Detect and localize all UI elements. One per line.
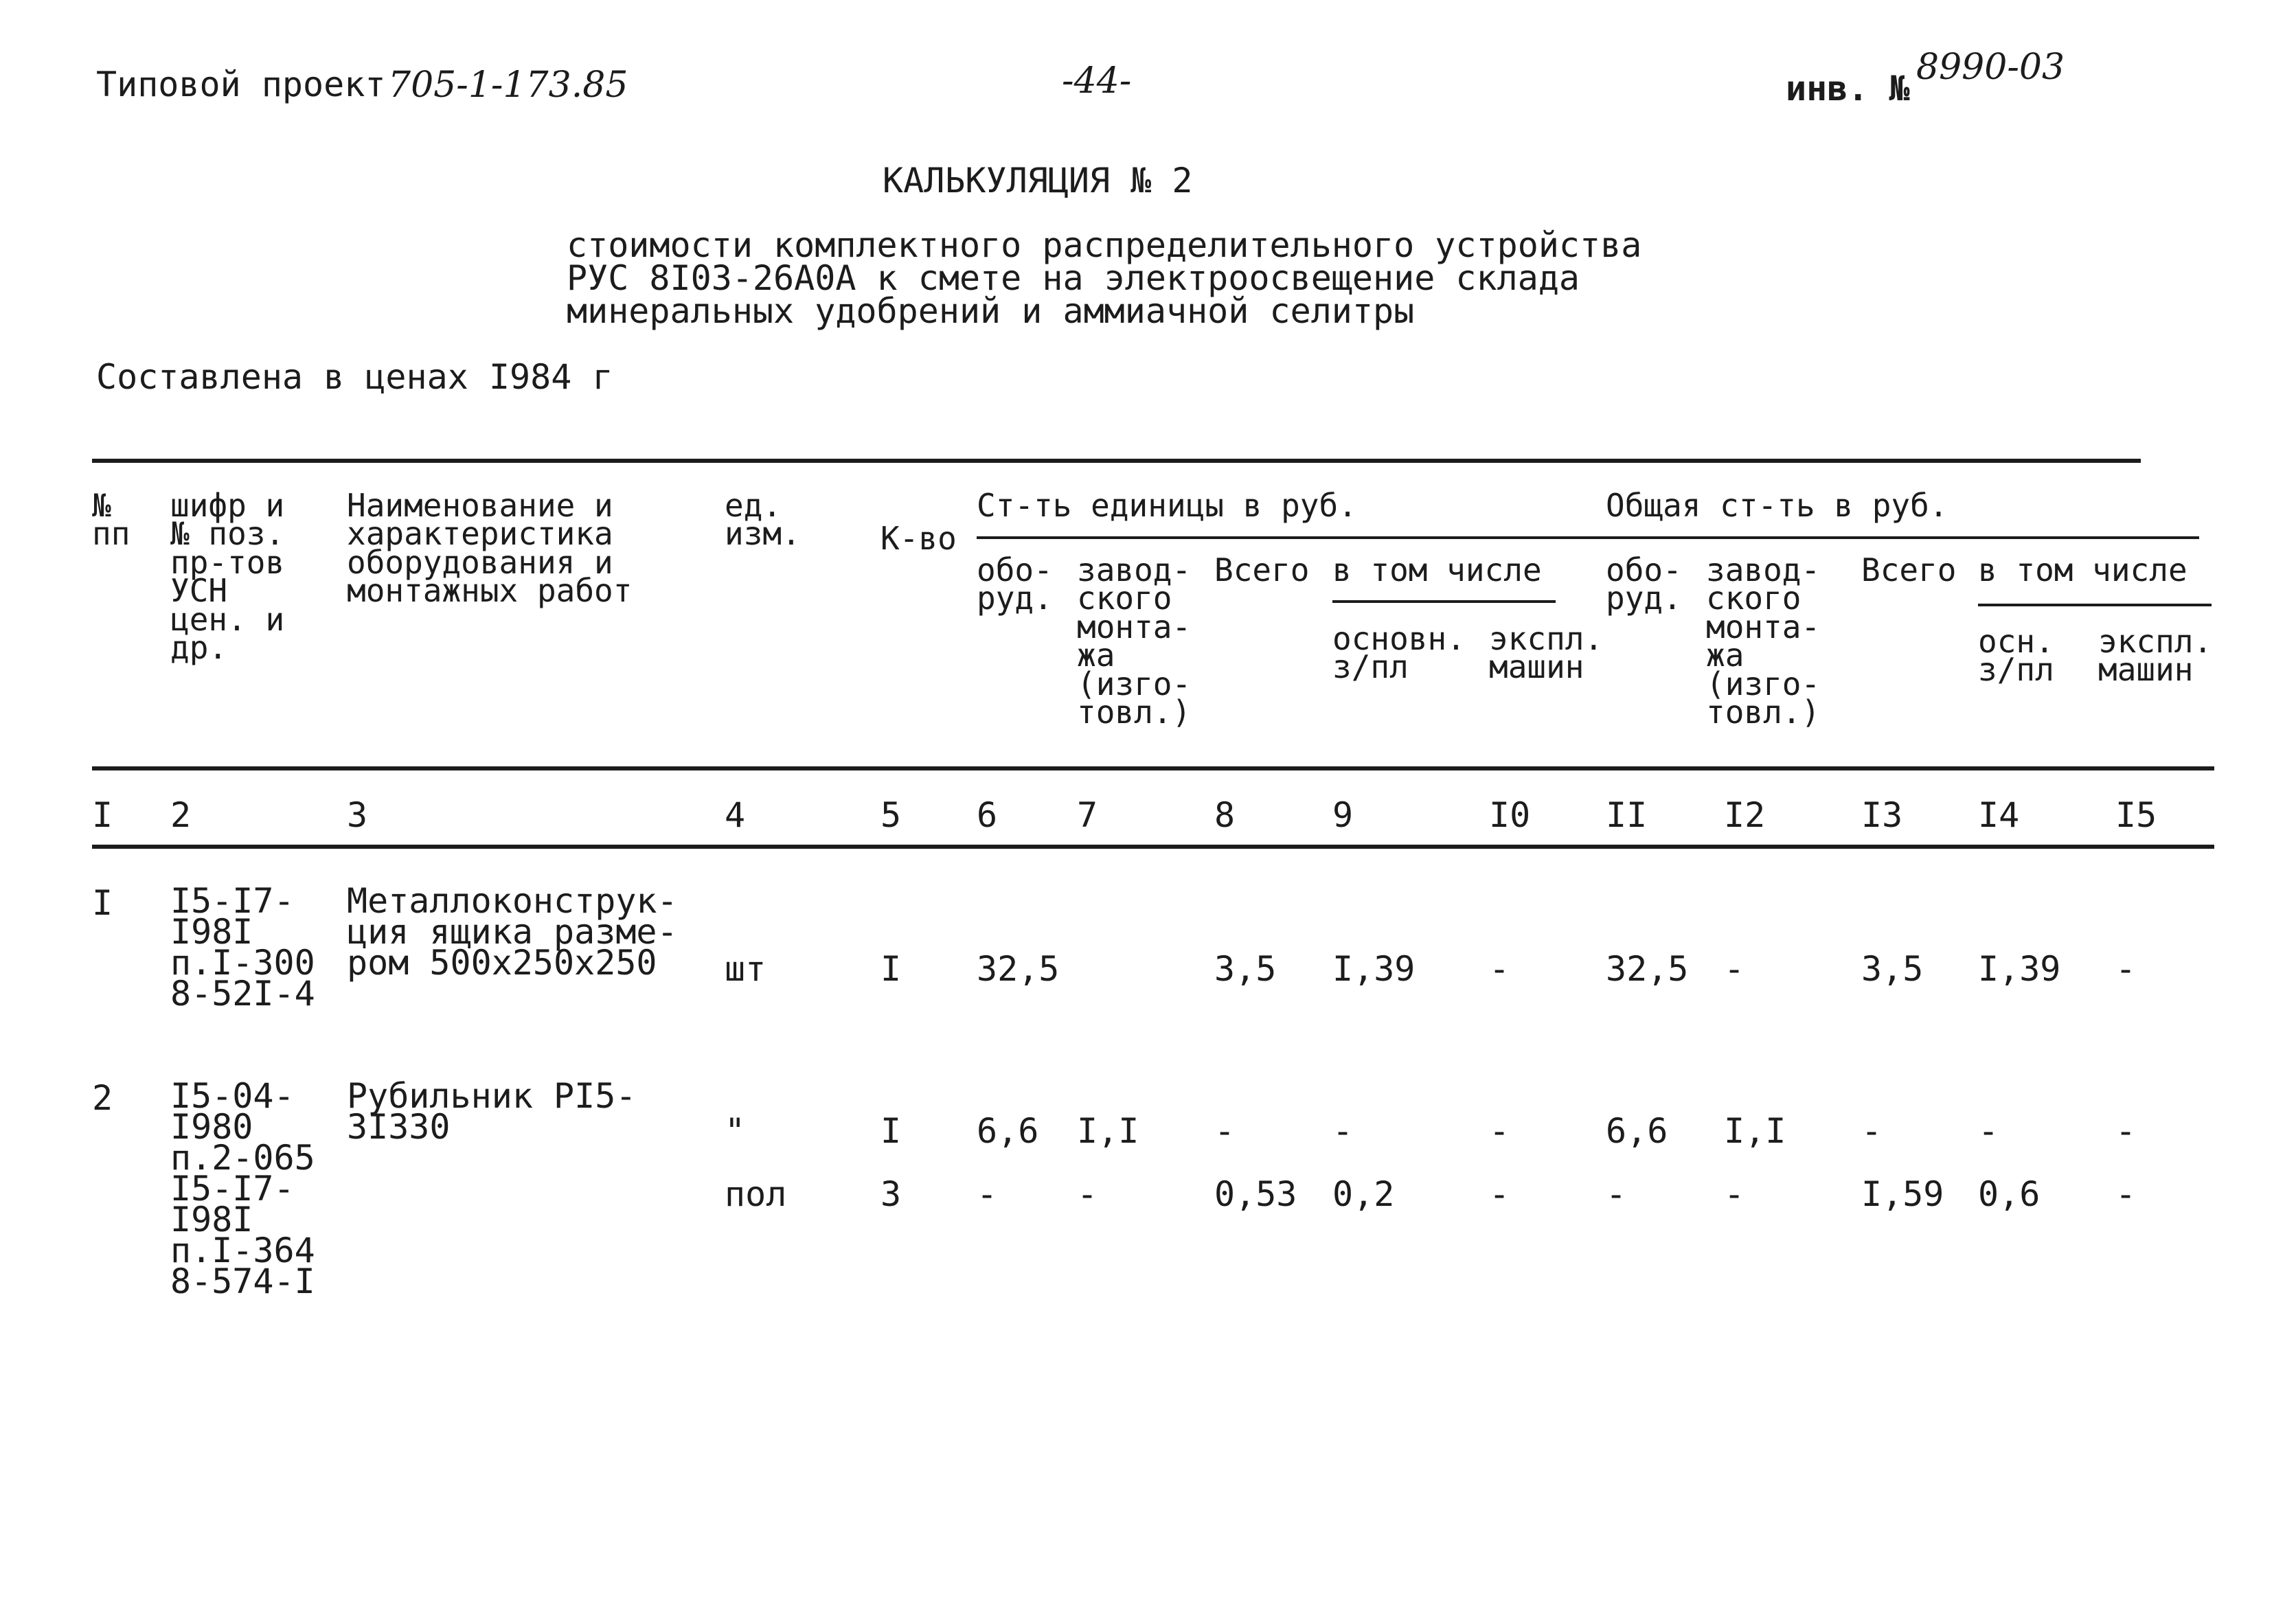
- header-total-base-wage: осн. з/пл: [1978, 623, 2054, 689]
- column-number: I3: [1861, 795, 1903, 835]
- unit-factory-cost: I,I: [1077, 1111, 1139, 1151]
- total-equipment-cost: 6,6: [1606, 1111, 1668, 1151]
- column-number: 2: [170, 795, 192, 835]
- header-total-including: в том числе: [1978, 551, 2187, 589]
- unit-equipment-cost: 32,5: [977, 949, 1060, 989]
- table-top-rule: [92, 459, 2141, 463]
- row-code: I5-04- I980 п.2-065 I5-I7- I98I п.I-364 8-574-I: [170, 1076, 315, 1301]
- column-number: I: [92, 795, 113, 835]
- unit-equipment-cost: 6,6: [977, 1111, 1039, 1151]
- row-number: I: [92, 883, 113, 923]
- total-factory-cost: I,I: [1724, 1111, 1786, 1151]
- column-number: II: [1606, 795, 1648, 835]
- total-machines: -: [2115, 949, 2137, 989]
- prices-note: Составлена в ценах I984 г: [96, 357, 613, 397]
- unit-cell: ": [725, 1111, 746, 1151]
- total-base-wage: 0,6: [1978, 1174, 2041, 1214]
- total-machines: -: [2115, 1174, 2137, 1214]
- total-base-wage: -: [1978, 1111, 1999, 1151]
- header-unit: ед. изм.: [725, 487, 801, 553]
- unit-machines: -: [1489, 1111, 1510, 1151]
- unit-machines: -: [1489, 949, 1510, 989]
- unit-base-wage: -: [1332, 1111, 1354, 1151]
- row-number: 2: [92, 1078, 113, 1118]
- total-equipment-cost: 32,5: [1606, 949, 1689, 989]
- unit-base-wage: I,39: [1332, 949, 1416, 989]
- column-numbers-rule: [92, 845, 2214, 849]
- column-number: 4: [725, 795, 746, 835]
- column-number: 7: [1077, 795, 1098, 835]
- unit-cell: шт: [725, 949, 766, 989]
- header-unit-equipment: обо- руд.: [977, 551, 1053, 617]
- total-factory-cost: -: [1724, 1174, 1745, 1214]
- row-name: Рубильник РI5- 3I330: [347, 1076, 637, 1147]
- column-number: 5: [880, 795, 902, 835]
- header-unit-total: Всего: [1214, 551, 1310, 589]
- unit-including-rule: [1332, 600, 1556, 603]
- inventory-label: инв. №: [1786, 69, 1910, 108]
- total-total: I,59: [1861, 1174, 1944, 1214]
- unit-factory-cost: -: [1077, 1174, 1098, 1214]
- header-code: шифр и № поз. пр-тов УСН цен. и др.: [170, 487, 285, 666]
- header-total-factory-assembly: завод- ского монта- жа (изго- товл.): [1706, 551, 1821, 731]
- header-name: Наименование и характеристика оборудования и монтажных работ: [347, 487, 633, 610]
- unit-total: 0,53: [1214, 1174, 1297, 1214]
- column-number: I0: [1489, 795, 1531, 835]
- quantity-cell: I: [880, 949, 902, 989]
- project-label: Типовой проект: [96, 65, 386, 104]
- unit-cell: пол: [725, 1174, 787, 1214]
- header-total-total: Всего: [1861, 551, 1957, 589]
- document-title: КАЛЬКУЛЯЦИЯ № 2: [883, 161, 1193, 201]
- column-number: 9: [1332, 795, 1354, 835]
- row-code: I5-I7- I98I п.I-300 8-52I-4: [170, 881, 315, 1014]
- total-factory-cost: -: [1724, 949, 1745, 989]
- header-unit-factory-assembly: завод- ского монта- жа (изго- товл.): [1077, 551, 1192, 731]
- header-number: № пп: [92, 487, 130, 553]
- total-base-wage: I,39: [1978, 949, 2061, 989]
- quantity-cell: I: [880, 1111, 902, 1151]
- column-number: I4: [1978, 795, 2020, 835]
- total-machines: -: [2115, 1111, 2137, 1151]
- header-unit-base-wage: основн. з/пл: [1332, 620, 1466, 686]
- subtitle-line-3: минеральных удобрений и аммиачной селитры: [567, 291, 1415, 331]
- column-number: 3: [347, 795, 368, 835]
- quantity-cell: 3: [880, 1174, 902, 1214]
- unit-total: 3,5: [1214, 949, 1277, 989]
- header-total-machines: экспл. машин: [2098, 623, 2213, 689]
- total-including-rule: [1978, 604, 2212, 606]
- total-total: 3,5: [1861, 949, 1924, 989]
- header-unit-cost-group: Ст-ть единицы в руб.: [977, 487, 1357, 524]
- row-name: Металлоконструк- ция ящика разме- ром 500х250х250: [347, 881, 678, 983]
- subtitle-line-1: стоимости комплектного распределительного устройства: [567, 225, 1642, 265]
- total-equipment-cost: -: [1606, 1174, 1627, 1214]
- header-bottom-rule: [92, 766, 2214, 770]
- header-total-equipment: обо- руд.: [1606, 551, 1682, 617]
- page-number: -44-: [1062, 60, 1132, 102]
- unit-machines: -: [1489, 1174, 1510, 1214]
- column-number: 6: [977, 795, 998, 835]
- column-number: I5: [2115, 795, 2157, 835]
- header-unit-including: в том числе: [1332, 551, 1542, 589]
- subtitle-line-2: РУС 8I03-26А0А к смете на электроосвещение склада: [567, 258, 1580, 298]
- header-quantity: К-во: [880, 520, 957, 557]
- header-unit-machines: экспл. машин: [1489, 620, 1604, 686]
- unit-total: -: [1214, 1111, 1236, 1151]
- column-number: I2: [1724, 795, 1766, 835]
- project-number: 705-1-173.85: [388, 65, 628, 106]
- header-group-rule: [977, 536, 2199, 539]
- column-number: 8: [1214, 795, 1236, 835]
- inventory-number: 8990-03: [1916, 47, 2065, 88]
- unit-base-wage: 0,2: [1332, 1174, 1395, 1214]
- unit-equipment-cost: -: [977, 1174, 998, 1214]
- header-total-cost-group: Общая ст-ть в руб.: [1606, 487, 1948, 524]
- total-total: -: [1861, 1111, 1883, 1151]
